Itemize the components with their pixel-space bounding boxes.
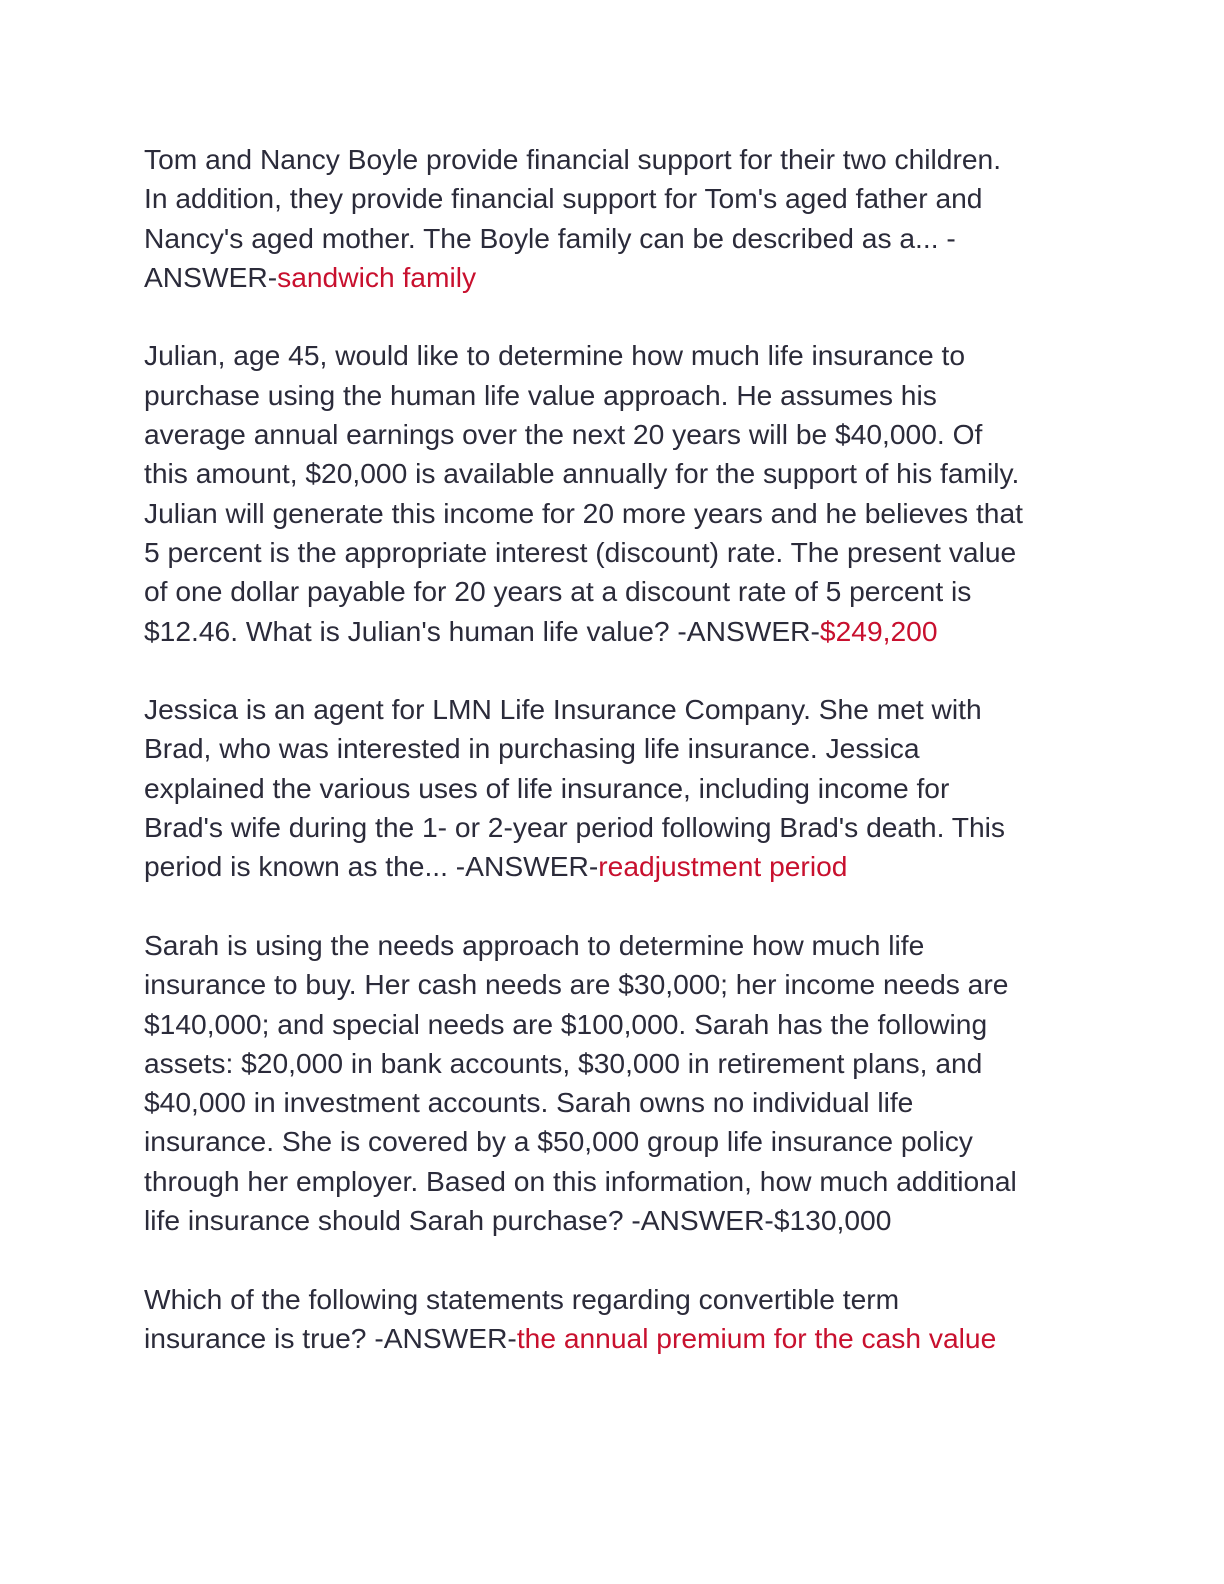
question-line: this amount, $20,000 is available annually for the support of his family. [144,457,1020,490]
question-line: Tom and Nancy Boyle provide financial support for their two children. [144,143,1002,175]
qa-item-4 [144,926,1084,1240]
qa-item-5 [144,1280,1084,1359]
question-line: $140,000; and special needs are $100,000. Sarah has the following [144,1007,988,1040]
answer-text: $249,200 [819,614,938,647]
question-line: explained the various uses of life insurance, including income for [144,771,950,804]
question-line: 5 percent is the appropriate interest (discount) rate. The present value [144,535,1017,568]
qa-item-3 [144,690,1084,886]
answer-text: $130,000 [773,1204,892,1237]
question-line: Julian will generate this income for 20 more years and he believes that [144,496,1023,529]
question-line: Julian, age 45, would like to determine how much life insurance to [144,339,966,372]
question-line: average annual earnings over the next 20 years will be $40,000. Of [144,418,983,451]
question-line: In addition, they provide financial support for Tom's aged father and [144,182,983,215]
question-last-line: period is known as the... -ANSWER- [144,850,599,883]
document-body [144,140,1084,1398]
question-line: through her employer. Based on this information, how much additional [144,1164,1017,1197]
question-line: insurance to buy. Her cash needs are $30,000; her income needs are [144,968,1009,1001]
answer-line [144,1201,1084,1240]
question-line: assets: $20,000 in bank accounts, $30,000 in retirement plans, and [144,1046,983,1079]
answer-prefix: ANSWER- [144,260,278,293]
question-line: of one dollar payable for 20 years at a discount rate of 5 percent is [144,575,972,608]
question-last-line: insurance is true? -ANSWER- [144,1321,517,1354]
question-last-line: $12.46. What is Julian's human life value? -ANSWER- [144,614,820,647]
answer-line [144,847,1084,886]
answer-line [144,612,1084,651]
question-line: Nancy's aged mother. The Boyle family can be described as a... - [144,221,956,254]
question-line: Brad's wife during the 1- or 2-year period following Brad's death. This [144,811,1006,844]
answer-text: sandwich family [277,260,477,293]
question-line: Sarah is using the needs approach to determine how much life [144,928,925,961]
qa-item-2 [144,336,1084,650]
question-line: Jessica is an agent for LMN Life Insurance Company. She met with [144,693,982,726]
question-line: $40,000 in investment accounts. Sarah owns no individual life [144,1086,914,1119]
qa-item-1 [144,140,1084,297]
answer-line [144,1319,1084,1358]
question-line: Brad, who was interested in purchasing life insurance. Jessica [144,732,920,765]
question-line: insurance. She is covered by a $50,000 group life insurance policy [144,1125,973,1158]
question-line: purchase using the human life value approach. He assumes his [144,378,937,411]
answer-text: the annual premium for the cash value [516,1321,997,1354]
question-line: Which of the following statements regarding convertible term [144,1282,900,1315]
question-last-line: life insurance should Sarah purchase? -ANSWER- [144,1204,774,1237]
answer-line [144,258,1084,297]
answer-text: readjustment period [598,850,848,883]
